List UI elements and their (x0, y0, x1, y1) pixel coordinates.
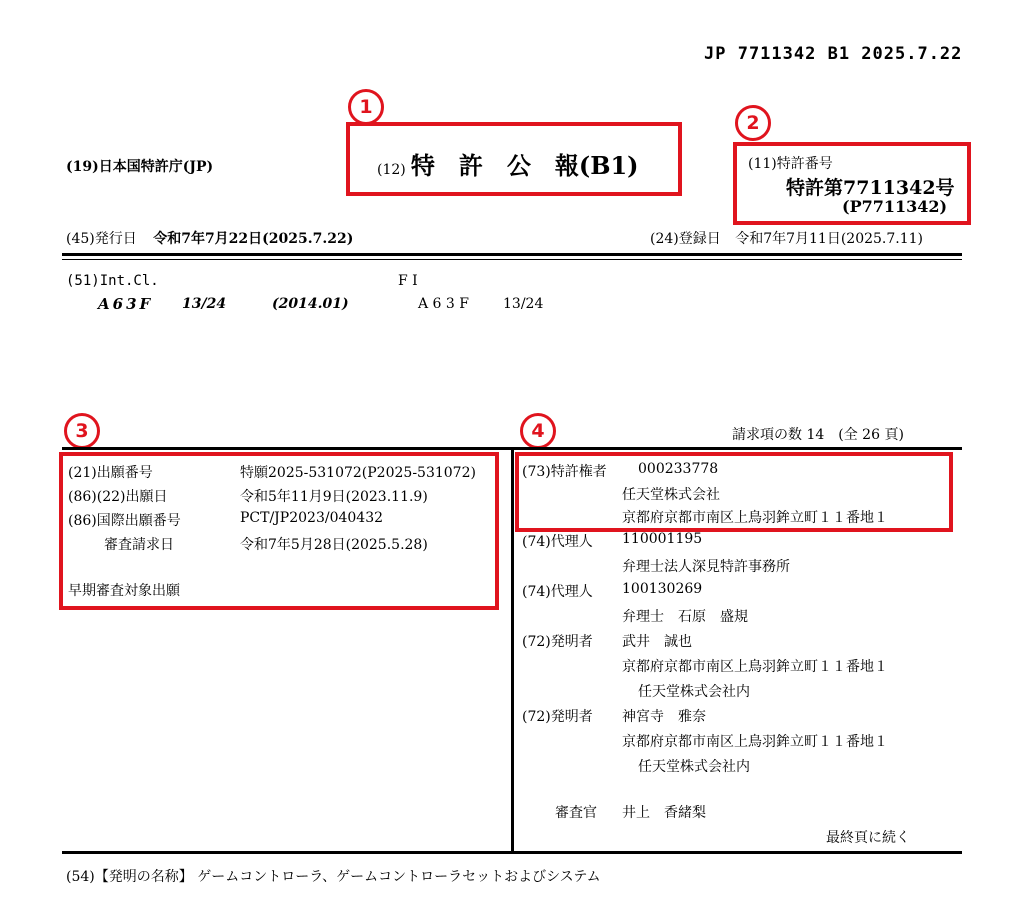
issue-date (66, 228, 353, 248)
invention-title-label: (54)【発明の名称】 (66, 869, 193, 885)
patent-number: 特許第7711342号 (786, 177, 955, 199)
exam-request-date: 令和7年5月28日(2025.5.28) (240, 537, 428, 553)
patent-number-label: (11)特許番号 (748, 156, 833, 172)
marker-2: 2 (735, 105, 771, 141)
inventor1-label: (72)発明者 (522, 634, 593, 650)
agent1-id: 110001195 (622, 531, 703, 547)
fi-label: F I (398, 273, 418, 289)
inventor2-name: 神宮寺 雅奈 (622, 709, 706, 725)
marker-3: 3 (64, 413, 100, 449)
patentee-id: 000233778 (638, 461, 719, 477)
agent2-id: 100130269 (622, 581, 703, 597)
invention-title-value: ゲームコントローラ、ゲームコントローラセットおよびシステム (197, 869, 601, 885)
publication-title (377, 146, 639, 181)
continued-note: 最終頁に続く (826, 830, 910, 846)
patentee-address: 京都府京都市南区上鳥羽鉾立町１１番地１ (622, 510, 888, 526)
exam-request-label: 審査請求日 (104, 537, 174, 553)
field19-code: (19) (66, 159, 99, 175)
application-number-label: (21)出願番号 (68, 465, 153, 481)
agent2-label: (74)代理人 (522, 584, 593, 600)
registration-date-value: 令和7年7月11日(2025.7.11) (735, 231, 924, 247)
claims-count: 請求項の数 14 (全 26 頁) (732, 427, 904, 443)
marker-1: 1 (348, 89, 384, 125)
header-divider (62, 253, 962, 256)
fi-sub: 13/24 (503, 296, 544, 312)
footer-divider (62, 851, 962, 854)
inventor2-address: 京都府京都市南区上鳥羽鉾立町１１番地１ (622, 734, 888, 750)
publication-id: JP 7711342 B1 2025.7.22 (704, 44, 963, 64)
intcl-label: (51)Int.Cl. (66, 273, 159, 289)
application-number: 特願2025-531072(P2025-531072) (240, 465, 476, 481)
column-divider (511, 449, 514, 851)
intl-application-number: PCT/JP2023/040432 (240, 510, 384, 526)
intcl-year: (2014.01) (272, 296, 349, 312)
fi-code: A 6 3 F (418, 296, 469, 312)
field12-code: (12) (377, 162, 406, 178)
filing-date: 令和5年11月9日(2023.11.9) (240, 489, 428, 505)
agent1-label: (74)代理人 (522, 534, 593, 550)
intcl-code: A63F (98, 295, 154, 313)
header-divider-thin (62, 259, 962, 260)
inventor2-org: 任天堂株式会社内 (638, 759, 750, 775)
office-name (66, 156, 213, 176)
registration-date (650, 228, 923, 248)
invention-title (66, 866, 601, 886)
marker-4: 4 (520, 413, 556, 449)
agent1-name: 弁理士法人深見特許事務所 (622, 559, 790, 575)
inventor1-address: 京都府京都市南区上鳥羽鉾立町１１番地１ (622, 659, 888, 675)
accelerated-exam-note: 早期審査対象出願 (68, 583, 180, 599)
intl-application-label: (86)国際出願番号 (68, 513, 181, 529)
examiner-name: 井上 香緒梨 (622, 805, 706, 821)
agent2-name: 弁理士 石原 盛規 (622, 609, 748, 625)
inventor1-name: 武井 誠也 (622, 634, 692, 650)
inventor1-org: 任天堂株式会社内 (638, 684, 750, 700)
registration-date-label: (24)登録日 (650, 231, 721, 247)
examiner-label: 審査官 (555, 805, 597, 821)
patentee-label: (73)特許権者 (522, 464, 607, 480)
inventor2-label: (72)発明者 (522, 709, 593, 725)
issue-date-label: (45)発行日 (66, 231, 137, 247)
issue-date-value: 令和7年7月22日(2025.7.22) (153, 231, 354, 247)
patentee-name: 任天堂株式会社 (622, 487, 720, 503)
intcl-sub: 13/24 (182, 296, 227, 312)
filing-date-label: (86)(22)出願日 (68, 489, 168, 505)
patent-number-sub: (P7711342) (842, 197, 948, 216)
field12-title: 特 許 公 報(B1) (410, 151, 639, 180)
field19-text: 日本国特許庁(JP) (98, 159, 214, 175)
